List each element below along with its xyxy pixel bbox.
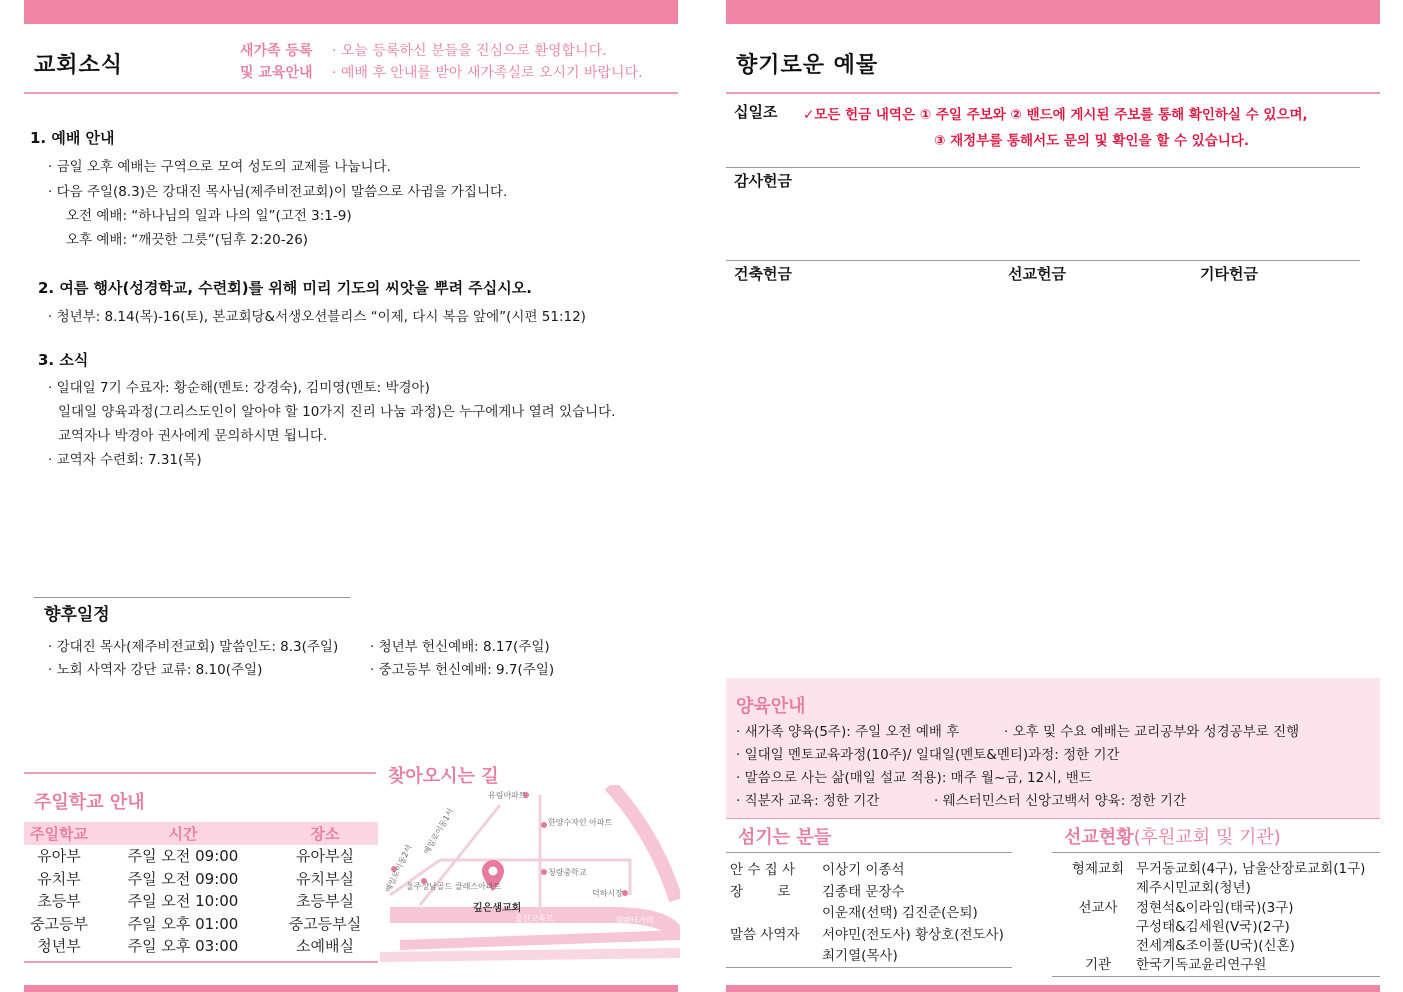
server-role: 말씀 사역자 <box>730 926 800 943</box>
schedule-item: · 노회 사역자 강단 교류: 8.10(주일) <box>48 662 263 678</box>
table-cell: 주일 오전 09:00 <box>127 847 239 866</box>
top-band-left <box>24 0 678 24</box>
list-item <box>1060 918 1365 937</box>
tithe-label: 십일조 <box>734 103 778 121</box>
section-line: · 일대일 7기 수료자: 황순해(멘토: 강경숙), 김미영(멘토: 박경아) <box>48 380 430 396</box>
table-row <box>24 890 378 913</box>
education-title: 양육안내 <box>736 696 806 717</box>
table-row <box>24 845 378 868</box>
newcomer-label-line2: 및 교육안내 <box>240 65 313 81</box>
map-label: 청량중학교 <box>548 868 587 877</box>
divider <box>34 597 350 598</box>
map-label: 덕하시장 <box>592 889 623 898</box>
server-names: 서야민(전도사) 황상호(전도사) <box>822 926 1004 943</box>
newcomer-line: · 예배 후 안내를 받아 새가족실로 오시기 바랍니다. <box>332 65 643 81</box>
list-item <box>1060 860 1365 879</box>
servers-title: 섬기는 분들 <box>738 827 832 848</box>
section-line: · 교역자 수련회: 7.31(목) <box>48 452 202 468</box>
list-item <box>730 946 1004 968</box>
schedule-item: · 강대진 목사(제주비전교회) 말씀인도: 8.3(주일) <box>48 639 339 655</box>
table-cell: 초등부실 <box>296 892 354 911</box>
map-marker-icon <box>541 869 547 875</box>
table-cell: 주일 오후 03:00 <box>127 937 239 956</box>
servers-list <box>730 860 1004 968</box>
list-item <box>1060 899 1365 918</box>
education-line: · 웨스터민스터 신앙고백서 양육: 정한 기간 <box>934 793 1186 809</box>
server-names: 김종태 문장수 <box>822 883 905 900</box>
education-line: · 직분자 교육: 정한 기간 <box>736 793 880 809</box>
bottom-band-right <box>726 985 1380 992</box>
mission-text: 정현석&이라임(태국)(3구) <box>1136 899 1294 916</box>
divider <box>1052 976 1380 977</box>
bottom-band-left <box>24 985 678 992</box>
table-cell: 초등부 <box>37 892 81 911</box>
map-marker-icon <box>541 822 547 828</box>
table-header-row <box>24 822 378 845</box>
table-row <box>24 935 378 958</box>
top-band-right <box>726 0 1380 24</box>
server-role <box>730 946 822 968</box>
section-line: · 청년부: 8.14(목)-16(토), 본교회당&서생오션블리스 “이제, 다시 복음 앞에”(시편 51:12) <box>48 309 586 325</box>
table-cell: 유아부실 <box>296 847 354 866</box>
table-cell: 유치부실 <box>296 869 354 888</box>
list-item <box>730 882 1004 904</box>
table-cell: 소예배실 <box>296 937 354 956</box>
schedule-item: · 중고등부 헌신예배: 9.7(주일) <box>370 662 555 678</box>
list-item <box>730 903 1004 925</box>
mission-text: 한국기독교윤리연구원 <box>1136 957 1267 974</box>
list-item <box>730 925 1004 947</box>
table-cell: 청년부 <box>37 937 81 956</box>
section-line: · 다음 주일(8.3)은 강대진 목사님(제주비전교회)이 말씀으로 사귐을 가집니다. <box>48 184 508 200</box>
divider <box>726 852 1012 853</box>
section-line: 교역자나 박경아 권사에게 문의하시면 됩니다. <box>58 428 328 444</box>
divider <box>24 961 378 963</box>
sunday-school-title: 주일학교 안내 <box>34 792 145 813</box>
table-cell: 중고등부 <box>30 914 88 933</box>
table-cell: 주일 오후 01:00 <box>127 914 239 933</box>
section-heading-news: 3. 소식 <box>38 351 89 369</box>
tithe-notice-line1: ✓모든 헌금 내역은 ① 주일 주보와 ② 밴드에 게시된 주보를 통해 확인하실 수 있으며, <box>803 107 1308 123</box>
divider <box>1052 852 1380 853</box>
server-role: 장 로 <box>730 883 791 900</box>
map-label: 울산고속로 <box>515 914 554 923</box>
page-title-offering: 향기로운 예물 <box>736 53 879 78</box>
table-cell: 주일 오전 10:00 <box>127 892 239 911</box>
table-header: 주일학교 <box>24 822 94 845</box>
map-label: 한양수자인 아파트 <box>548 818 613 827</box>
list-item <box>1060 956 1365 975</box>
newcomer-notice <box>332 40 643 84</box>
mission-label: 기관 <box>1084 957 1112 974</box>
server-names: 이운재(선택) 김진준(은퇴) <box>822 905 978 921</box>
divider <box>24 772 376 774</box>
missions-title <box>1064 823 1281 849</box>
section-heading-worship: 1. 예배 안내 <box>30 129 115 147</box>
map-label: 예일로이동2서 <box>383 843 414 894</box>
education-line: · 새가족 양육(5주): 주일 오전 예배 후 <box>736 724 960 740</box>
table-row <box>24 867 378 890</box>
table-cell: 유아부 <box>37 847 81 866</box>
missions-title-main: 선교현황 <box>1064 827 1134 848</box>
directions-map <box>380 785 680 965</box>
divider <box>726 967 1012 968</box>
list-item <box>1060 937 1365 956</box>
thanks-offering-label: 감사헌금 <box>734 172 792 190</box>
divider <box>726 92 1380 94</box>
mission-text: 전세계&조이풀(U국)(신혼) <box>1136 938 1295 955</box>
section-line: 오후 예배: “깨끗한 그릇”(딤후 2:20-26) <box>66 232 309 248</box>
education-line: · 오후 및 수요 예배는 교리공부와 성경공부로 진행 <box>1004 724 1300 740</box>
education-line: · 일대일 멘토교육과정(10주)/ 일대일(멘토&멘티)과정: 정한 기간 <box>736 747 1120 763</box>
divider <box>24 92 678 94</box>
list-item <box>1060 879 1365 898</box>
divider <box>726 818 1380 819</box>
newcomer-line: · 오늘 등록하신 분들을 진심으로 환영합니다. <box>332 43 607 59</box>
education-line: · 말씀으로 사는 삶(매일 설교 적용): 매주 월~금, 12시, 밴드 <box>736 770 1092 786</box>
sunday-school-table <box>24 822 378 957</box>
mission-text: 무거동교회(4구), 남울산장로교회(1구) <box>1136 861 1366 877</box>
mission-label: 형제교회 <box>1071 861 1125 877</box>
section-line: · 금일 오후 예배는 구역으로 모여 성도의 교제를 나눕니다. <box>48 159 391 175</box>
server-role <box>730 903 822 925</box>
missions-title-sub: (후원교회 및 기관) <box>1133 827 1281 848</box>
mission-label <box>1060 918 1136 937</box>
missions-list <box>1060 860 1365 976</box>
newcomer-label-line1: 새가족 등록 <box>240 43 313 59</box>
mission-text: 구성태&김세원(V국)(2구) <box>1136 918 1290 935</box>
newcomer-label <box>240 40 313 84</box>
mission-label <box>1060 879 1136 898</box>
mission-offering-label: 선교헌금 <box>1008 265 1066 283</box>
mission-label <box>1060 937 1136 956</box>
server-names: 최기열(목사) <box>822 948 898 964</box>
mission-text: 제주시민교회(청년) <box>1136 880 1251 897</box>
section-line: 일대일 양육과정(그리스도인이 알아야 할 10가지 진리 나눔 과정)은 누구에게나 열려 있습니다. <box>58 404 616 420</box>
server-names: 이상기 이종석 <box>822 862 905 878</box>
table-cell: 주일 오전 09:00 <box>127 869 239 888</box>
schedule-title: 향후일정 <box>44 605 110 625</box>
table-row <box>24 912 378 935</box>
building-offering-label: 건축헌금 <box>734 265 792 283</box>
directions-title: 찾아오시는 길 <box>388 766 499 787</box>
other-offering-label: 기타헌금 <box>1200 265 1258 283</box>
page-title-church-news: 교회소식 <box>34 53 124 78</box>
table-header: 시간 <box>94 822 272 845</box>
table-cell: 유치부 <box>37 869 81 888</box>
server-role: 안 수 집 사 <box>730 862 796 878</box>
map-label: 청량터가리 <box>615 916 654 925</box>
table-cell: 중고등부실 <box>288 914 362 933</box>
map-label-church: 깊은샘교회 <box>473 903 522 914</box>
schedule-item: · 청년부 헌신예배: 8.17(주일) <box>370 639 550 655</box>
map-label: 유림아파트 <box>488 791 527 800</box>
section-line: 오전 예배: “하나님의 일과 나의 일”(고전 3:1-9) <box>66 208 352 224</box>
map-label: 울주상남골드 클래스아파트 <box>406 882 502 891</box>
tithe-notice-line2: ③ 재정부를 통해서도 문의 및 확인을 할 수 있습니다. <box>934 133 1249 149</box>
list-item <box>730 860 1004 882</box>
divider <box>726 260 1360 261</box>
divider <box>726 167 1360 168</box>
table-header: 장소 <box>272 822 378 845</box>
mission-label: 선교사 <box>1078 899 1118 916</box>
map-label: 예일로이동1서 <box>421 806 456 856</box>
section-heading-summer: 2. 여름 행사(성경학교, 수련회)를 위해 미리 기도의 씨앗을 뿌려 주십시오. <box>38 279 532 297</box>
